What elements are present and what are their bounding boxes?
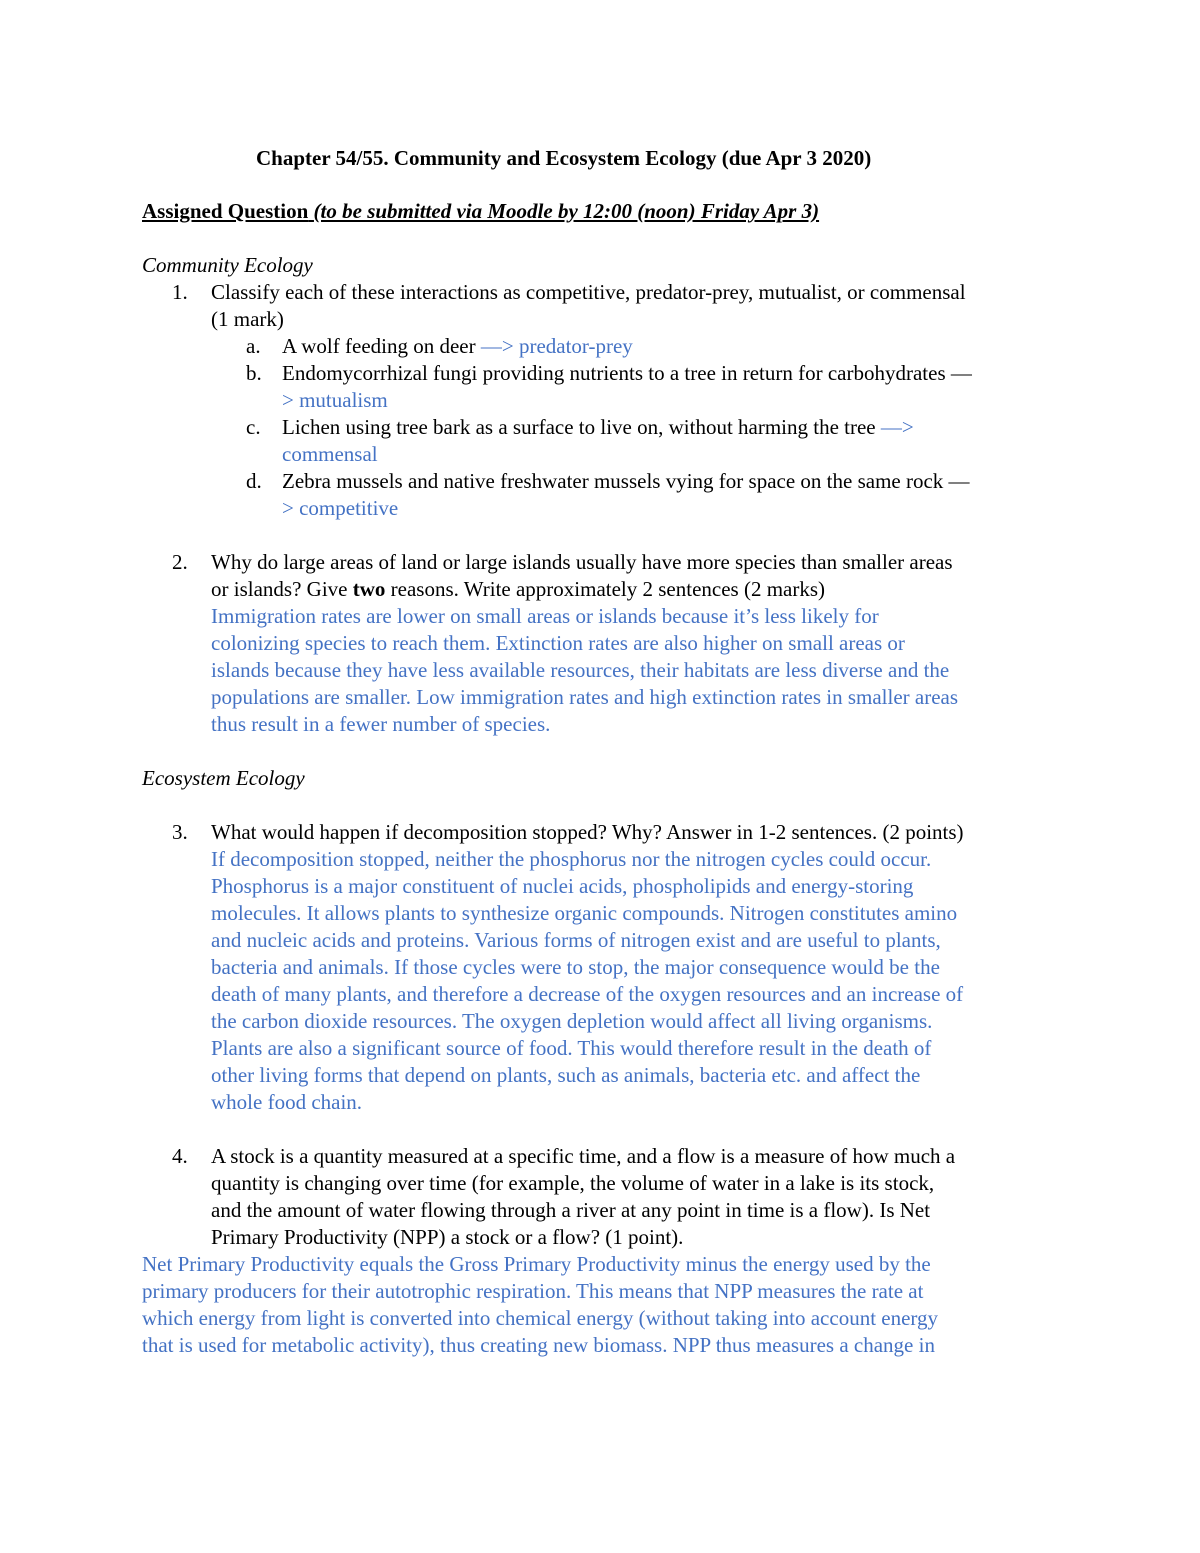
- item-answer: > competitive: [282, 496, 399, 520]
- answer-line: death of many plants, and therefore a decrease of the oxygen resources and an increase of: [211, 982, 964, 1006]
- item-text: Lichen using tree bark as a surface to live on, without harming the tree: [282, 415, 876, 439]
- section-heading-community: Community Ecology: [142, 253, 313, 277]
- list-item: [282, 333, 633, 360]
- question-number: 2.: [172, 550, 188, 574]
- question-text: Primary Productivity (NPP) a stock or a flow? (1 point).: [211, 1225, 684, 1249]
- page-title: Chapter 54/55. Community and Ecosystem Ecology (due Apr 3 2020): [256, 146, 872, 170]
- question-text: Classify each of these interactions as competitive, predator-prey, mutualist, or commensal: [211, 280, 966, 304]
- question-text: Why do large areas of land or large islands usually have more species than smaller areas: [211, 550, 953, 574]
- answer-line: Plants are also a significant source of food. This would therefore result in the death of: [211, 1036, 932, 1060]
- item-letter: d.: [246, 469, 262, 493]
- list-item: [282, 414, 914, 441]
- answer-line: Phosphorus is a major constituent of nuclei acids, phospholipids and energy-storing: [211, 874, 914, 898]
- item-answer: —>: [880, 415, 914, 439]
- question-text-part: reasons. Write approximately 2 sentences (2 marks): [385, 577, 826, 601]
- assigned-question-heading: [142, 198, 819, 225]
- answer-line: whole food chain.: [211, 1090, 363, 1114]
- emphasis-two: two: [352, 577, 386, 601]
- assigned-label: Assigned Question: [142, 199, 309, 223]
- section-heading-ecosystem: Ecosystem Ecology: [142, 766, 305, 790]
- question-text: What would happen if decomposition stopped? Why? Answer in 1-2 sentences. (2 points): [211, 820, 964, 844]
- answer-line: thus result in a fewer number of species.: [211, 712, 551, 736]
- question-text: quantity is changing over time (for example, the volume of water in a lake is its stock,: [211, 1171, 935, 1195]
- answer-line: which energy from light is converted into chemical energy (without taking into account energy: [142, 1306, 939, 1330]
- question-number: 3.: [172, 820, 188, 844]
- answer-line: islands because they have less available resources, their habitats are less diverse and the: [211, 658, 950, 682]
- answer-line: colonizing species to reach them. Extinction rates are also higher on small areas or: [211, 631, 905, 655]
- question-number: 1.: [172, 280, 188, 304]
- answer-line: that is used for metabolic activity), thus creating new biomass. NPP thus measures a change in: [142, 1333, 935, 1357]
- item-answer: —> predator-prey: [480, 334, 633, 358]
- item-answer: commensal: [282, 442, 378, 466]
- answer-line: If decomposition stopped, neither the phosphorus nor the nitrogen cycles could occur.: [211, 847, 932, 871]
- answer-line: Immigration rates are lower on small areas or islands because it’s less likely for: [211, 604, 879, 628]
- answer-line: primary producers for their autotrophic respiration. This means that NPP measures the rate at: [142, 1279, 924, 1303]
- question-text: [211, 576, 825, 603]
- answer-line: molecules. It allows plants to synthesize organic compounds. Nitrogen constitutes amino: [211, 901, 958, 925]
- answer-line: other living forms that depend on plants, such as animals, bacteria etc. and affect the: [211, 1063, 921, 1087]
- answer-line: the carbon dioxide resources. The oxygen depletion would affect all living organisms.: [211, 1009, 933, 1033]
- question-text: and the amount of water flowing through a river at any point in time is a flow). Is Net: [211, 1198, 931, 1222]
- item-text: Zebra mussels and native freshwater mussels vying for space on the same rock —: [282, 469, 970, 493]
- assigned-note: (to be submitted via Moodle by 12:00 (noon) Friday Apr 3): [313, 199, 820, 223]
- item-answer: > mutualism: [282, 388, 388, 412]
- item-letter: c.: [246, 415, 261, 439]
- answer-line: Net Primary Productivity equals the Gross Primary Productivity minus the energy used by the: [142, 1252, 931, 1276]
- answer-line: populations are smaller. Low immigration rates and high extinction rates in smaller areas: [211, 685, 959, 709]
- item-letter: a.: [246, 334, 261, 358]
- answer-line: and nucleic acids and proteins. Various forms of nitrogen exist and are useful to plants,: [211, 928, 941, 952]
- item-text: A wolf feeding on deer: [282, 334, 476, 358]
- question-text-part: or islands? Give: [211, 577, 353, 601]
- item-letter: b.: [246, 361, 262, 385]
- question-number: 4.: [172, 1144, 188, 1168]
- question-text: A stock is a quantity measured at a specific time, and a flow is a measure of how much a: [211, 1144, 956, 1168]
- item-text: Endomycorrhizal fungi providing nutrients to a tree in return for carbohydrates —: [282, 361, 972, 385]
- question-text: (1 mark): [211, 307, 284, 331]
- answer-line: bacteria and animals. If those cycles were to stop, the major consequence would be the: [211, 955, 940, 979]
